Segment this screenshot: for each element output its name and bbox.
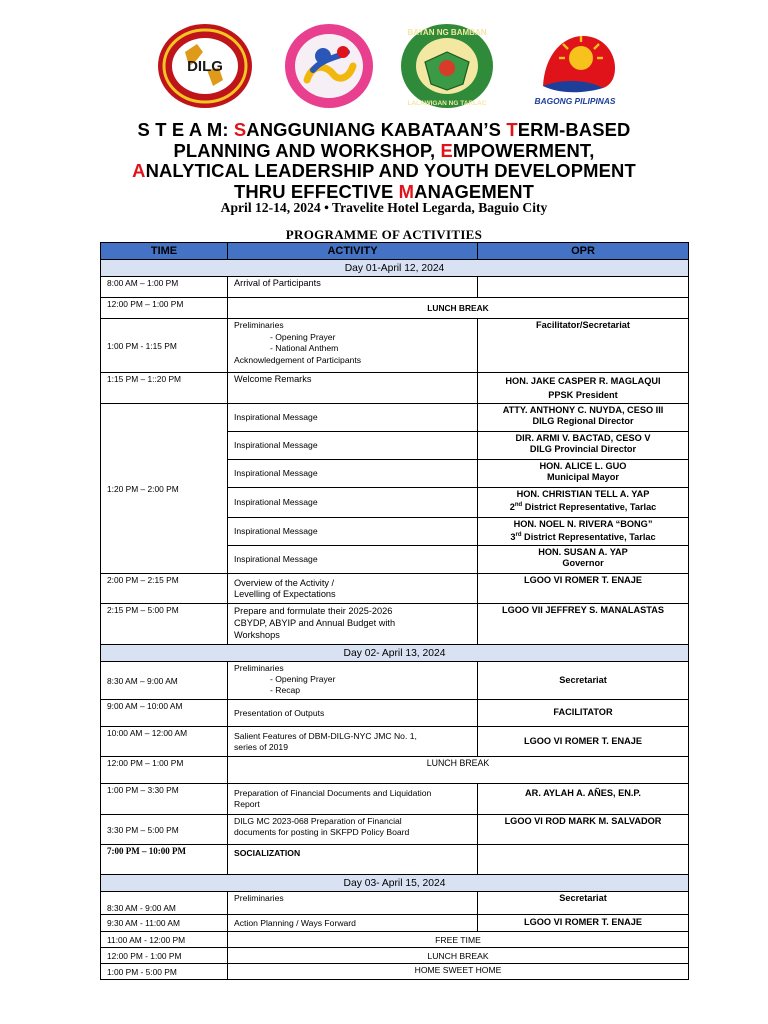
table-row <box>101 784 689 815</box>
title-line-1: S T E A M: SANGGUNIANG KABATAAN’S TERM-BASED <box>137 119 631 140</box>
title-line-2: PLANNING AND WORKSHOP, EMPOWERMENT, <box>173 139 595 161</box>
row-opr <box>478 373 689 404</box>
row-opr <box>478 518 689 546</box>
opr-position: DILG Provincial Director <box>529 444 637 455</box>
row-opr: LGOO VI ROMER T. ENAJE <box>478 915 689 932</box>
row-opr <box>478 546 689 574</box>
opr-name: HON. JAKE CASPER R. MAGLAQUI <box>505 376 661 386</box>
row-opr: LGOO VI ROD MARK M. SALVADOR <box>478 815 689 845</box>
dilg-seal-logo <box>155 22 255 110</box>
row-activity: Inspirational Message <box>228 518 478 546</box>
activity-text: Preliminaries <box>234 320 284 330</box>
row-opr <box>478 277 689 298</box>
event-title <box>0 120 768 202</box>
row-time: 3:30 PM – 5:00 PM <box>101 815 228 845</box>
row-activity: Presentation of Outputs <box>228 700 478 727</box>
title-line-3: ANALYTICAL LEADERSHIP AND YOUTH DEVELOPMENT <box>132 160 636 181</box>
row-time: 12:00 PM - 1:00 PM <box>101 948 228 964</box>
activity-subitem: - Opening Prayer <box>270 674 336 684</box>
activity-subitem: - Recap <box>270 685 301 695</box>
day-1-band <box>101 260 689 277</box>
table-row <box>101 277 689 298</box>
row-time: 9:00 AM – 10:00 AM <box>101 700 228 727</box>
row-time: 1:15 PM – 1::20 PM <box>101 373 228 404</box>
table-row <box>101 604 689 645</box>
row-activity <box>228 319 478 373</box>
table-row <box>101 662 689 700</box>
table-row <box>101 574 689 604</box>
table-row <box>101 892 689 915</box>
row-activity: Inspirational Message <box>228 488 478 518</box>
table-row <box>101 727 689 757</box>
row-time: 1:00 PM – 3:30 PM <box>101 784 228 815</box>
row-opr: FACILITATOR <box>478 700 689 727</box>
sk-federation-logo <box>283 22 375 110</box>
row-activity: Salient Features of DBM-DILG-NYC JMC No. 1, series of 2019 <box>228 727 478 757</box>
table-row <box>101 948 689 964</box>
opr-position: 3rd District Representative, Tarlac <box>510 532 656 543</box>
row-opr: Secretariat <box>478 662 689 700</box>
table-row <box>101 404 689 432</box>
activity-subitem: Acknowledgement of Participants <box>234 354 362 365</box>
row-opr <box>478 404 689 432</box>
row-activity: Inspirational Message <box>228 460 478 488</box>
row-opr: LGOO VII JEFFREY S. MANALASTAS <box>478 604 689 645</box>
table-row <box>101 319 689 373</box>
table-row <box>101 700 689 727</box>
activity-text: Preliminaries <box>234 663 284 673</box>
row-opr: Facilitator/Secretariat <box>478 319 689 373</box>
row-opr: Secretariat <box>478 892 689 915</box>
row-opr: LGOO VI ROMER T. ENAJE <box>478 574 689 604</box>
row-time: 1:00 PM - 5:00 PM <box>101 964 228 980</box>
svg-text:LALAWIGAN NG TARLAC: LALAWIGAN NG TARLAC <box>407 100 487 107</box>
bamban-seal-logo <box>399 22 495 110</box>
row-time: 11:00 AM - 12:00 PM <box>101 932 228 948</box>
row-opr <box>478 488 689 518</box>
table-header-row <box>101 243 689 260</box>
header-time: TIME <box>101 243 228 260</box>
opr-name: HON. SUSAN A. YAP <box>538 547 628 557</box>
row-activity: Prepare and formulate their 2025-2026 CBYDP, ABYIP and Annual Budget with Workshops <box>228 604 478 645</box>
bagong-pilipinas-logo <box>523 22 625 110</box>
row-time: 8:00 AM – 1:00 PM <box>101 277 228 298</box>
table-row <box>101 964 689 980</box>
row-activity: Overview of the Activity / Levelling of Expectations <box>228 574 478 604</box>
day-2-label: Day 02- April 13, 2024 <box>101 645 689 662</box>
table-row <box>101 815 689 845</box>
opr-position: Governor <box>562 558 604 569</box>
opr-position: 2nd District Representative, Tarlac <box>509 502 657 513</box>
table-row <box>101 845 689 875</box>
row-activity: Arrival of Participants <box>228 277 478 298</box>
row-activity: Inspirational Message <box>228 404 478 432</box>
row-opr <box>478 460 689 488</box>
row-activity: FREE TIME <box>228 932 689 948</box>
day-2-band <box>101 645 689 662</box>
row-activity: Inspirational Message <box>228 546 478 574</box>
header-opr: OPR <box>478 243 689 260</box>
row-activity: LUNCH BREAK <box>228 298 689 319</box>
row-time: 12:00 PM – 1:00 PM <box>101 757 228 784</box>
opr-position: Municipal Mayor <box>547 472 619 483</box>
row-opr: LGOO VI ROMER T. ENAJE <box>478 727 689 757</box>
row-activity: DILG MC 2023-068 Preparation of Financial documents for posting in SKFPD Policy Board <box>228 815 478 845</box>
day-3-label: Day 03- April 15, 2024 <box>101 875 689 892</box>
schedule-table <box>100 242 689 980</box>
svg-text:BAGONG PILIPINAS: BAGONG PILIPINAS <box>534 96 616 106</box>
row-activity: Action Planning / Ways Forward <box>228 915 478 932</box>
day-1-label: Day 01-April 12, 2024 <box>101 260 689 277</box>
table-row <box>101 298 689 319</box>
opr-name: ATTY. ANTHONY C. NUYDA, CESO III <box>502 405 664 415</box>
row-activity: Welcome Remarks <box>228 373 478 404</box>
event-date-venue: April 12-14, 2024 • Travelite Hotel Legarda, Baguio City <box>220 200 548 215</box>
row-activity: HOME SWEET HOME <box>228 964 689 980</box>
table-row <box>101 915 689 932</box>
table-row <box>101 757 689 784</box>
row-time: 7:00 PM – 10:00 PM <box>101 845 228 875</box>
row-activity: Preliminaries <box>228 892 478 915</box>
row-activity: LUNCH BREAK <box>228 757 689 784</box>
activity-subitem: - Opening Prayer <box>270 331 336 342</box>
opr-position: DILG Regional Director <box>532 416 634 427</box>
row-time: 12:00 PM – 1:00 PM <box>101 298 228 319</box>
opr-name: HON. ALICE L. GUO <box>539 461 627 471</box>
svg-text:DILG: DILG <box>187 58 223 75</box>
svg-text:BAYAN NG BAMBAN: BAYAN NG BAMBAN <box>407 28 487 37</box>
opr-position: PPSK President <box>548 390 618 400</box>
day-3-band <box>101 875 689 892</box>
table-row <box>101 373 689 404</box>
opr-name: DIR. ARMI V. BACTAD, CESO V <box>515 433 651 443</box>
row-opr <box>478 845 689 875</box>
row-activity: Preparation of Financial Documents and Liquidation Report <box>228 784 478 815</box>
logo-row <box>155 22 625 110</box>
row-opr: AR. AYLAH A. AÑES, EN.P. <box>478 784 689 815</box>
row-time: 2:15 PM – 5:00 PM <box>101 604 228 645</box>
row-time: 8:30 AM – 9:00 AM <box>101 662 228 700</box>
row-activity: Inspirational Message <box>228 432 478 460</box>
row-activity: LUNCH BREAK <box>228 948 689 964</box>
row-opr <box>478 432 689 460</box>
header-activity: ACTIVITY <box>228 243 478 260</box>
row-time: 8:30 AM - 9:00 AM <box>101 892 228 915</box>
row-time: 9:30 AM - 11:00 AM <box>101 915 228 932</box>
row-activity: SOCIALIZATION <box>228 845 478 875</box>
table-row <box>101 932 689 948</box>
row-time: 1:00 PM - 1:15 PM <box>101 319 228 373</box>
row-time: 2:00 PM – 2:15 PM <box>101 574 228 604</box>
row-activity <box>228 662 478 700</box>
programme-title: PROGRAMME OF ACTIVITIES <box>285 227 483 242</box>
activity-subitem: - National Anthem <box>270 343 339 353</box>
title-line-4: THRU EFFECTIVE MANAGEMENT <box>233 180 535 202</box>
row-time: 1:20 PM – 2:00 PM <box>101 404 228 574</box>
opr-name: HON. NOEL N. RIVERA “BONG” <box>513 519 653 529</box>
row-time: 10:00 AM – 12:00 AM <box>101 727 228 757</box>
opr-name: HON. CHRISTIAN TELL A. YAP <box>516 489 650 499</box>
